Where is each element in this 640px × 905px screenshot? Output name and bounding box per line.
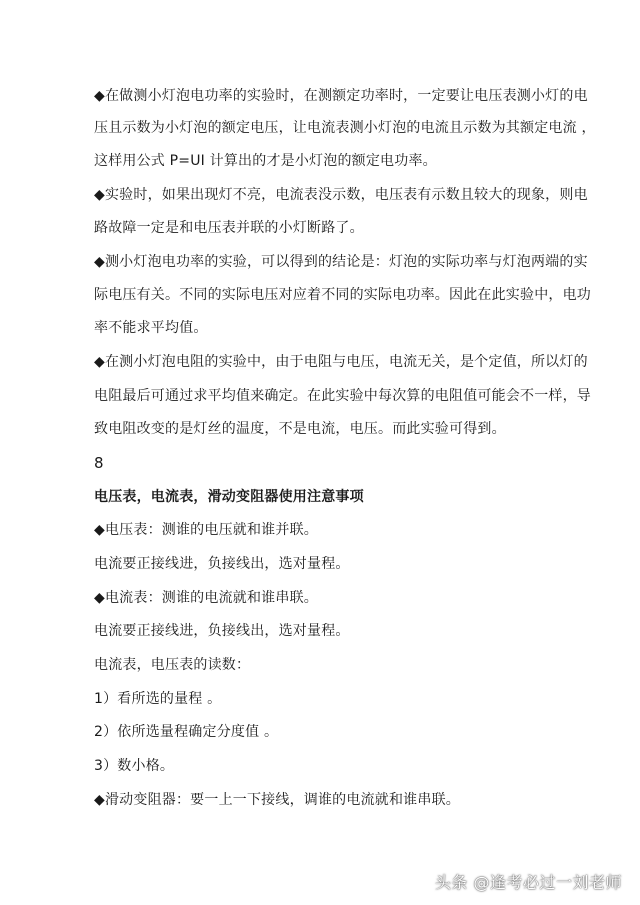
reading-step-1: 1）看所选的量程 。 — [94, 691, 222, 707]
current-rule-2: 电流要正接线进，负接线出，选对量程。 — [94, 623, 350, 639]
paragraph-1-line-3: 这样用公式 P=UI 计算出的才是小灯泡的额定电功率。 — [94, 153, 437, 169]
section-number: 8 — [94, 454, 104, 472]
watermark: 头条 @逢考必过一刘老师 — [434, 873, 622, 892]
paragraph-4-line-1: ◆在测小灯泡电阻的实验中，由于电阻与电压，电流无关，是个定值，所以灯的 — [94, 354, 588, 370]
current-rule-1: 电流要正接线进，负接线出，选对量程。 — [94, 556, 350, 572]
reading-title: 电流表，电压表的读数： — [94, 657, 251, 673]
reading-step-3: 3）数小格。 — [94, 758, 175, 774]
paragraph-3-line-3: 率不能求平均值。 — [94, 320, 208, 336]
rheostat-item: ◆滑动变阻器：要一上一下接线，调谁的电流就和谁串联。 — [94, 792, 460, 808]
paragraph-3-line-2: 际电压有关。不同的实际电压对应着不同的实际电功率。因此在此实验中，电功 — [94, 287, 591, 303]
ammeter-item: ◆电流表：测谁的电流就和谁串联。 — [94, 590, 318, 606]
section-title: 电压表，电流表，滑动变阻器使用注意事项 — [94, 489, 364, 505]
paragraph-2-line-2: 路故障一定是和电压表并联的小灯断路了。 — [94, 220, 364, 236]
paragraph-2-line-1: ◆实验时，如果出现灯不亮，电流表没示数，电压表有示数且较大的现象，则电 — [94, 187, 588, 203]
paragraph-3-line-1: ◆测小灯泡电功率的实验，可以得到的结论是：灯泡的实际功率与灯泡两端的实 — [94, 254, 588, 270]
paragraph-4-line-2: 电阻最后可通过求平均值来确定。在此实验中每次算的电阻值可能会不一样，导 — [94, 388, 591, 404]
paragraph-4-line-3: 致电阻改变的是灯丝的温度，不是电流，电压。而此实验可得到。 — [94, 421, 506, 437]
reading-step-2: 2）依所选量程确定分度值 。 — [94, 724, 279, 740]
voltmeter-item: ◆电压表：测谁的电压就和谁并联。 — [94, 522, 318, 538]
paragraph-1-line-2: 压且示数为小灯泡的额定电压，让电流表测小灯泡的电流且示数为其额定电流 ， — [94, 120, 596, 136]
paragraph-1-line-1: ◆在做测小灯泡电功率的实验时，在测额定功率时，一定要让电压表测小灯的电 — [94, 88, 588, 104]
